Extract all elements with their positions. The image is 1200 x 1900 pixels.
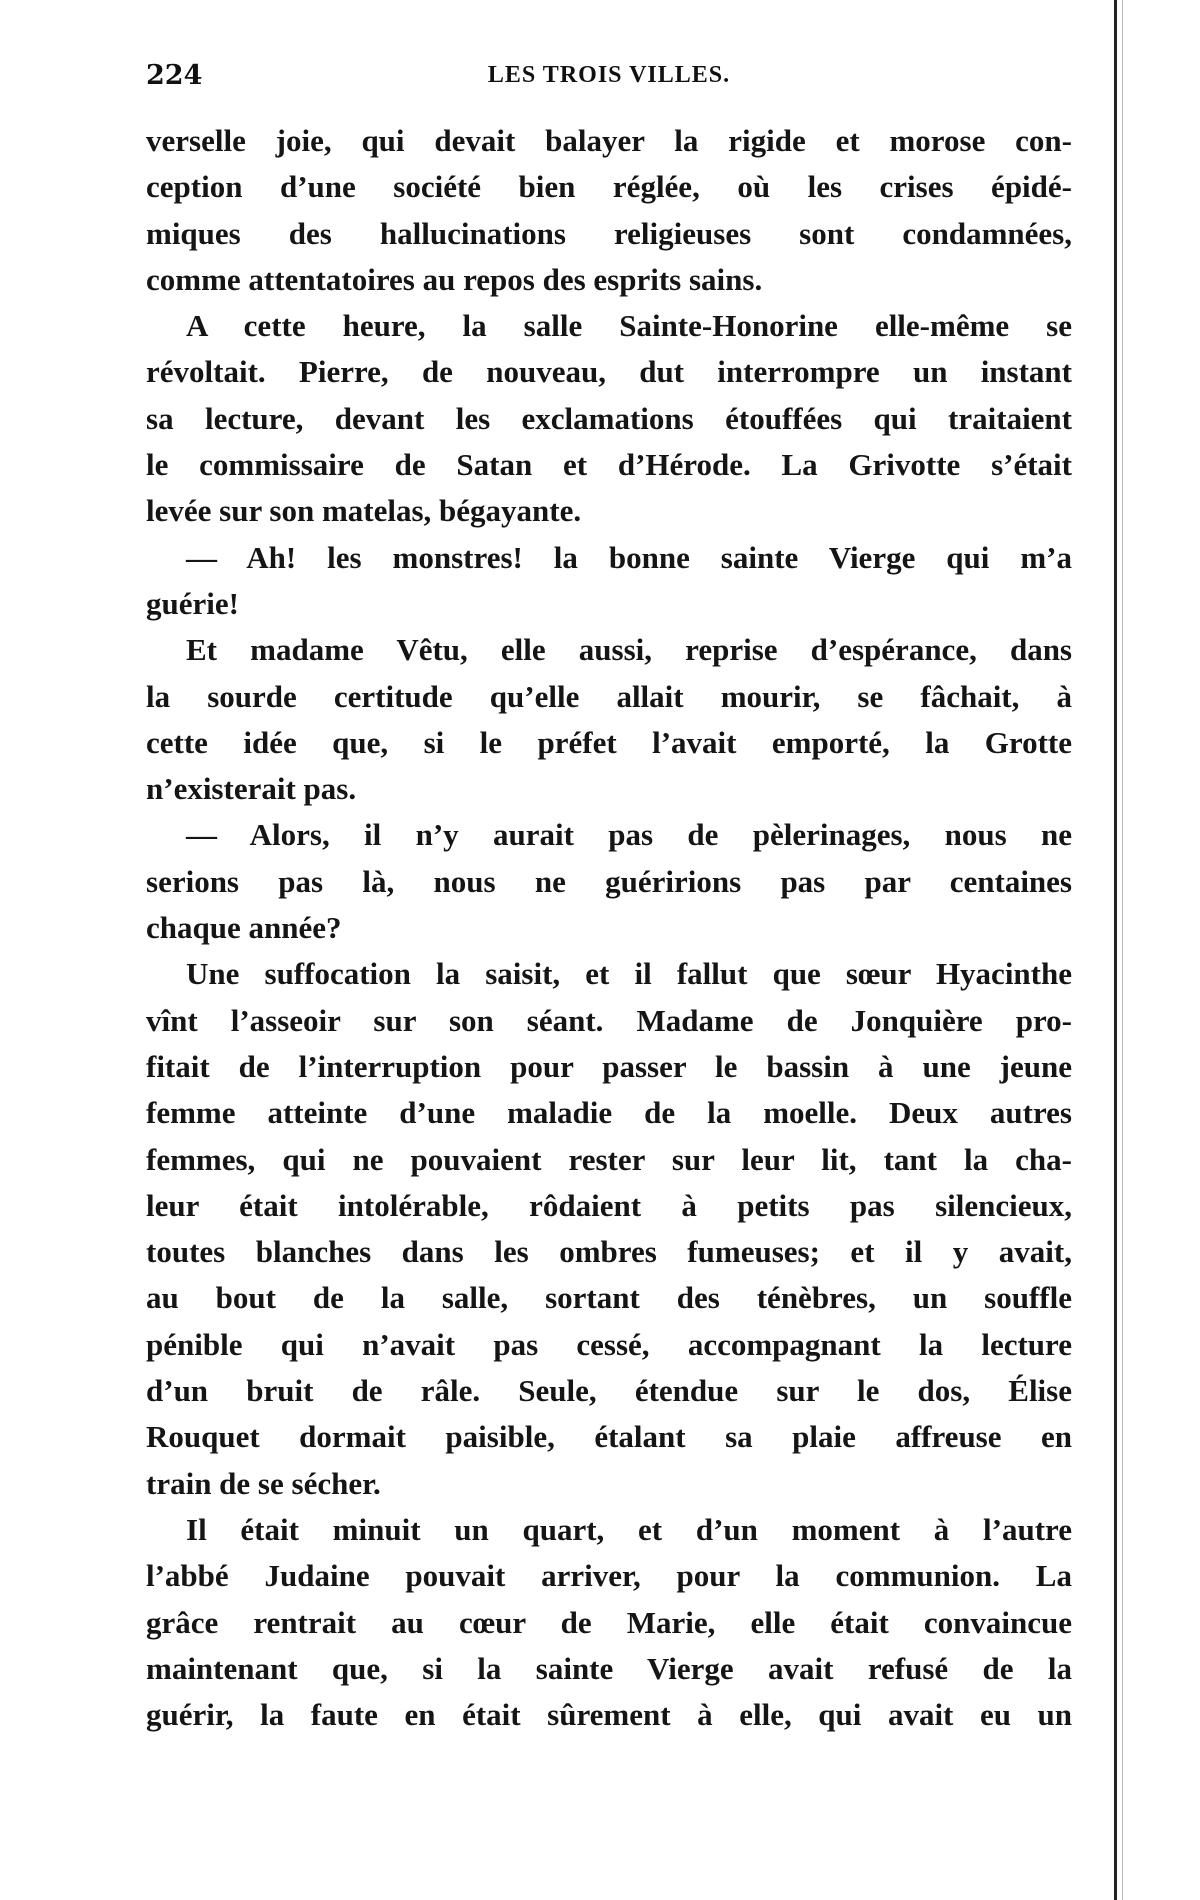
text-line: guérir, la faute en était sûrement à elle, qui avait eu un <box>146 1697 1072 1733</box>
text-line: maintenant que, si la sainte Vierge avait refusé de la <box>146 1650 1072 1686</box>
text-line: d’un bruit de râle. Seule, étendue sur le dos, Élise <box>146 1373 1072 1409</box>
page-header <box>146 60 1072 94</box>
text-line: Rouquet dormait paisible, étalant sa plaie affreuse en <box>146 1419 1072 1455</box>
text-line: femmes, qui ne pouvaient rester sur leur lit, tant la cha- <box>146 1141 1072 1177</box>
text-line: ception d’une société bien réglée, où les crises épidé- <box>146 169 1072 205</box>
text-line: grâce rentrait au cœur de Marie, elle était convaincue <box>146 1604 1072 1640</box>
text-line: pénible qui n’avait pas cessé, accompagnant la lecture <box>146 1326 1072 1362</box>
text-line: au bout de la salle, sortant des ténèbres, un souffle <box>146 1280 1072 1316</box>
body-text <box>146 118 1072 1738</box>
running-title: LES TROIS VILLES. <box>487 62 731 88</box>
text-line: révoltait. Pierre, de nouveau, dut interrompre un instant <box>146 354 1072 390</box>
text-line: A cette heure, la salle Sainte-Honorine elle-même se <box>186 308 1072 344</box>
text-line: la sourde certitude qu’elle allait mourir, se fâchait, à <box>146 678 1072 714</box>
text-line: Il était minuit un quart, et d’un moment à l’autre <box>186 1511 1072 1547</box>
text-line: vînt l’asseoir sur son séant. Madame de Jonquière pro- <box>146 1002 1072 1038</box>
text-line: n’existerait pas. <box>146 771 357 807</box>
text-line: — Alors, il n’y aurait pas de pèlerinages, nous ne <box>186 817 1072 853</box>
text-line: guérie! <box>146 585 239 621</box>
text-line: l’abbé Judaine pouvait arriver, pour la communion. La <box>146 1558 1072 1594</box>
text-line: toutes blanches dans les ombres fumeuses; et il y avait, <box>146 1234 1072 1270</box>
page-edge-rule-faint <box>1122 0 1123 1900</box>
text-line: sa lecture, devant les exclamations étouffées qui traitaient <box>146 400 1072 436</box>
text-line: miques des hallucinations religieuses sont condamnées, <box>146 215 1072 251</box>
text-line: le commissaire de Satan et d’Hérode. La Grivotte s’était <box>146 447 1072 483</box>
text-line: levée sur son matelas, bégayante. <box>146 493 582 529</box>
page-number: 224 <box>146 60 203 91</box>
text-line: leur était intolérable, rôdaient à petits pas silencieux, <box>146 1187 1072 1223</box>
text-line: cette idée que, si le préfet l’avait emporté, la Grotte <box>146 724 1072 760</box>
text-line: verselle joie, qui devait balayer la rigide et morose con- <box>146 123 1072 158</box>
text-line: train de se sécher. <box>146 1465 381 1501</box>
text-line: Et madame Vêtu, elle aussi, reprise d’espérance, dans <box>186 632 1072 668</box>
text-line: comme attentatoires au repos des esprits sains. <box>146 261 763 297</box>
text-line: Une suffocation la saisit, et il fallut que sœur Hyacinthe <box>186 956 1072 992</box>
text-line: fitait de l’interruption pour passer le bassin à une jeune <box>146 1048 1072 1084</box>
text-line: — Ah! les monstres! la bonne sainte Vierge qui m’a <box>186 539 1072 575</box>
text-line: serions pas là, nous ne guéririons pas par centaines <box>146 863 1072 899</box>
text-line: chaque année? <box>146 910 342 946</box>
text-line: femme atteinte d’une maladie de la moelle. Deux autres <box>146 1095 1072 1131</box>
page-edge-rule <box>1114 0 1117 1900</box>
